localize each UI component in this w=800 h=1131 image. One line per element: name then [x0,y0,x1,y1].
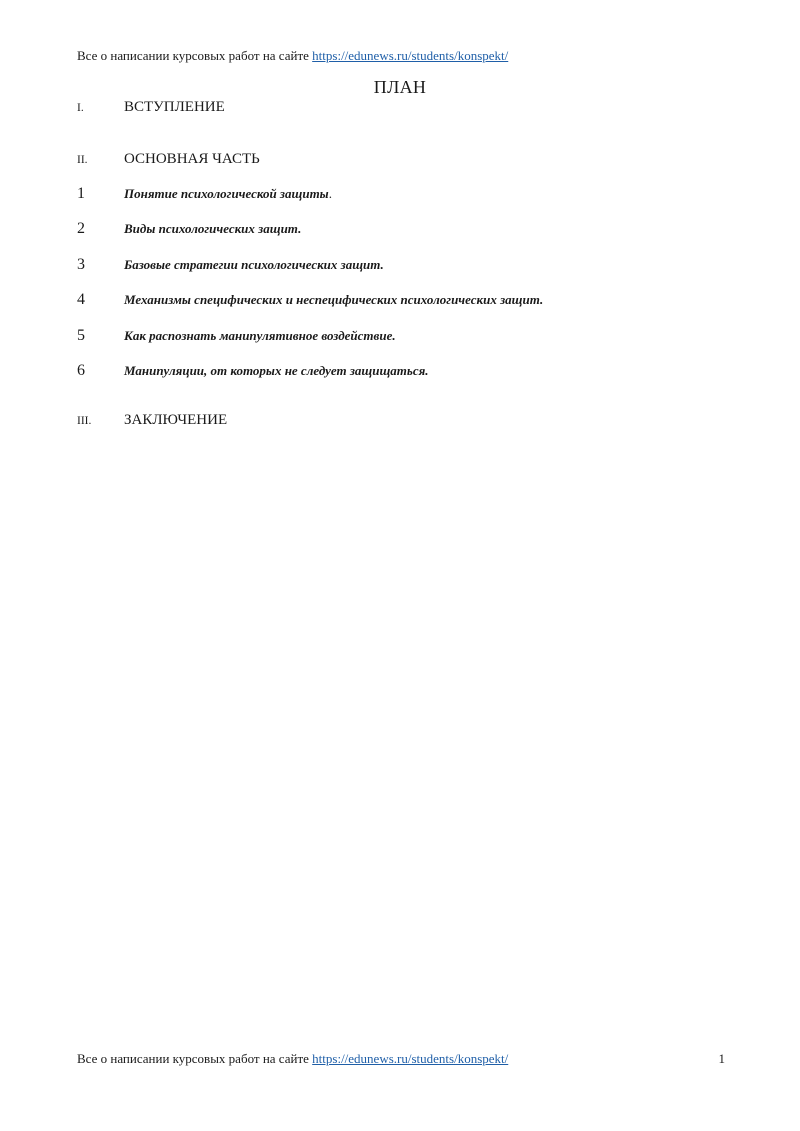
section-numeral: II. [77,154,88,166]
page-footer [77,1051,725,1067]
section-conclusion [77,412,227,429]
subsection-item [77,327,396,345]
header-link[interactable]: https://edunews.ru/students/konspekt/ [312,48,509,63]
subsection-number: 5 [77,327,85,344]
page-header [77,48,508,64]
subsection-item [77,291,543,309]
subsection-item [77,185,332,203]
subsection-item [77,362,429,380]
subsection-number: 2 [77,220,85,237]
section-main-part [77,151,260,168]
footer-link[interactable]: https://edunews.ru/students/konspekt/ [312,1051,509,1066]
header-text: Все о написании курсовых работ на сайте [77,48,309,63]
subsection-label: Понятие психологической защиты [124,186,329,201]
subsection-number: 6 [77,362,85,379]
subsection-label: Манипуляции, от которых не следует защищаться. [124,363,429,378]
subsection-number: 1 [77,185,85,202]
subsection-number: 3 [77,256,85,273]
section-label: ЗАКЛЮЧЕНИЕ [124,412,228,428]
section-introduction [77,99,225,116]
document-title: ПЛАН [373,77,427,97]
subsection-item [77,256,384,274]
subsection-suffix: . [328,186,332,201]
subsection-label: Как распознать манипулятивное воздействие. [124,328,396,343]
section-numeral: I. [77,102,84,114]
section-label: ВСТУПЛЕНИЕ [124,99,225,115]
subsection-label: Базовые стратегии психологических защит. [124,257,384,272]
subsection-label: Механизмы специфических и неспецифических психологических защит. [124,292,544,307]
subsection-label: Виды психологических защит. [124,221,302,236]
page-number: 1 [718,1051,725,1066]
subsection-item [77,220,301,238]
subsection-number: 4 [77,291,85,308]
section-label: ОСНОВНАЯ ЧАСТЬ [124,151,260,167]
footer-text: Все о написании курсовых работ на сайте [77,1051,309,1066]
section-numeral: III. [77,415,92,427]
